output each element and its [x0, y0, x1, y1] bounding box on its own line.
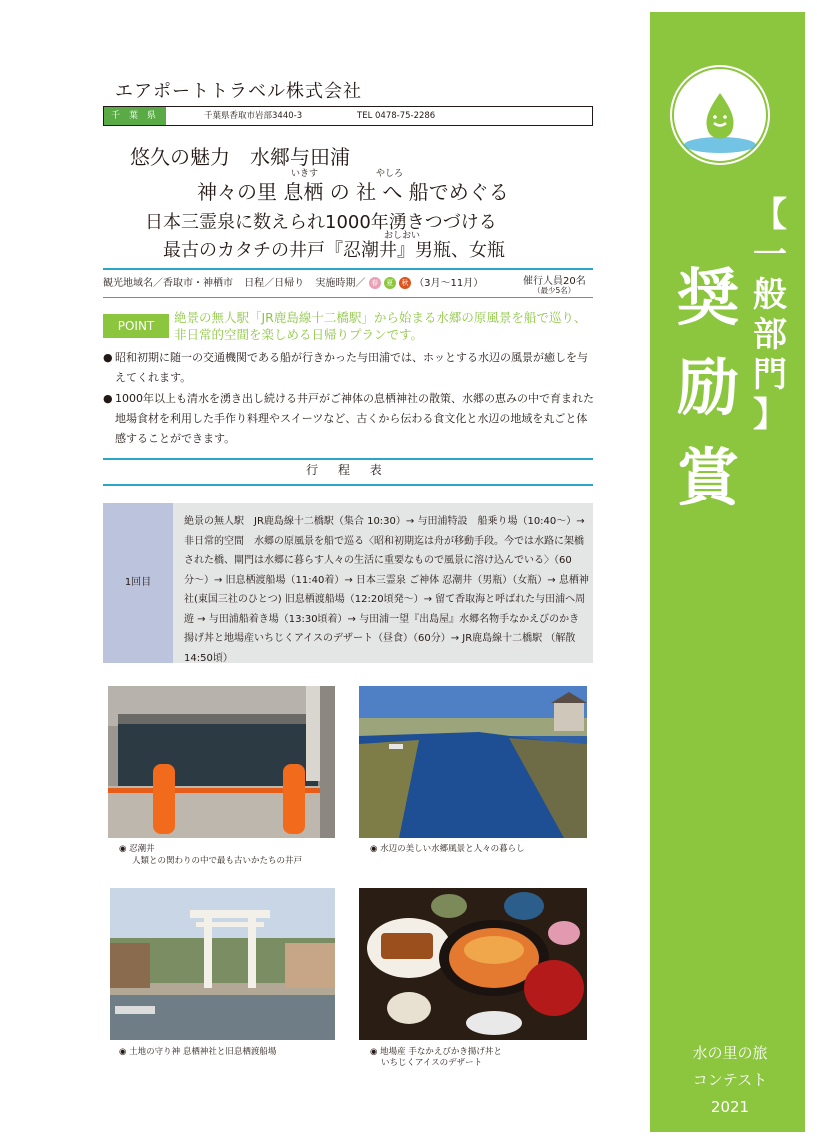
bullet-2 — [103, 389, 595, 449]
schedule: 日程／日帰り — [244, 278, 305, 289]
dept-char-2: 般 — [753, 275, 787, 315]
bracket-close: 】 — [753, 395, 787, 435]
dept-char-4: 門 — [753, 355, 787, 395]
title-line-4: 最古のカタチの井戸『忍潮井』男瓶、女瓶 — [163, 240, 505, 261]
season-spring: 春 — [369, 277, 381, 289]
ruby-oshioi: おしおい — [384, 231, 421, 241]
itinerary-text: 絶景の無人駅 JR鹿島線十二橋駅（集合 10:30）→ 与田浦特設 船乗り場（10:40〜）→ 非日常的空間 水郷の原風景を船で巡る〈昭和初期迄は舟が移動手段。今では水路に架橋された橋、閘門は水郷に暮らす人々の生活に重要なもので風景に溶け込んでいる〉（60分〜）→ 旧息栖渡船場（11:40着）→ 日本三霊泉 ご神体 忍潮井（男瓶）（女瓶）→ 息栖神社(東国三社のひとつ) 旧息栖渡船場（12:20頃発〜）→ 留て香取海と呼ばれた与田浦へ周遊 → 与田浦船着き場（13:30頃着）→ 与田浦一望『出島屋』水郷名物手なかえびのかき揚げ丼と地場産いちじくアイスのデザート（昼食）（60分）→ JR鹿島線十二橋駅 （解散 14:50頃） — [184, 516, 589, 664]
period-label: 実施時期／ — [315, 278, 366, 289]
point-label: POINT — [103, 314, 169, 338]
sidebar-band — [650, 12, 805, 1132]
water-village-project-logo — [670, 65, 770, 165]
title-line-2: 神々の里 息栖 の 社 へ 船でめぐる — [197, 180, 509, 204]
contest-line-1: 水の里の旅 — [692, 1044, 768, 1062]
company-name: エアポートトラベル株式会社 — [115, 81, 362, 102]
title-line-3: 日本三霊泉に数えられ1000年湧きつづける — [145, 212, 497, 233]
itinerary-rule-bottom — [103, 484, 593, 486]
caption-photo-1-sub: 人類との関わりの中で最も古いかたちの井戸 — [132, 856, 303, 866]
dept-char-1: 一 — [753, 235, 787, 275]
award-title — [658, 253, 758, 523]
bullet-2-text: 1000年以上も清水を湧き出し続ける井戸がご神体の息栖神社の散策、水郷の恵みの中で育まれた地場食材を利用した手作り料理やスイーツなど、古くから伝わる食文化と水辺の地域を丸ごと体感することができます。 — [115, 392, 594, 445]
photo-lunch-set — [359, 888, 587, 1040]
dept-char-3: 部 — [753, 315, 787, 355]
award-char-3: 賞 — [676, 441, 739, 514]
contest-line-2: コンテスト — [692, 1071, 768, 1089]
itinerary-day: 1回目 — [103, 503, 173, 663]
photo-oshioi-well — [108, 686, 335, 838]
title-line-1: 悠久の魅力 水郷与田浦 — [130, 145, 350, 169]
season-autumn: 秋 — [399, 277, 411, 289]
divider-meta — [103, 297, 593, 298]
divider-top — [103, 268, 593, 270]
caption-photo-3: ◉ 土地の守り神 息栖神社と旧息栖渡船場 — [119, 1047, 277, 1057]
telephone: TEL 0478-75-2286 — [357, 111, 436, 121]
point-text: 絶景の無人駅「JR鹿島線十二橋駅」から始まる水郷の原風景を船で巡り、非日常的空間を楽しめる日帰りプランです。 — [174, 310, 587, 342]
area: 観光地域名／香取市・神栖市 — [103, 278, 233, 289]
itinerary-heading: 行 程 表 — [306, 463, 390, 477]
award-char-2: 励 — [676, 351, 739, 424]
bullet-1 — [103, 348, 595, 388]
bullet-1-text: 昭和初期に随一の交通機関である船が行きかった与田浦では、ホッとする水辺の風景が癒しを与えてくれます。 — [115, 351, 588, 384]
info-bar — [103, 106, 593, 126]
water-drop-icon — [670, 65, 770, 165]
ruby-yashiro: やしろ — [376, 169, 404, 179]
min-people-note: （最少5名） — [533, 286, 576, 295]
period-range: （3月〜11月） — [414, 278, 484, 289]
contest-year: 2021 — [710, 1098, 750, 1116]
itinerary-box — [173, 503, 593, 663]
bracket-open: 【 — [753, 195, 787, 235]
photo-ikisu-shrine — [110, 888, 335, 1040]
address: 千葉県香取市岩部3440-3 — [204, 111, 303, 121]
caption-photo-2: ◉ 水辺の美しい水郷風景と人々の暮らし — [370, 844, 525, 854]
photo-canal — [359, 686, 587, 838]
award-char-1: 奨 — [676, 261, 739, 334]
prefecture-badge: 千 葉 県 — [104, 107, 166, 125]
caption-photo-1: ◉ 忍潮井 — [119, 844, 155, 854]
season-summer: 夏 — [384, 277, 396, 289]
bullet-dot: ● — [103, 392, 113, 405]
min-people: 催行人員20名 — [523, 276, 586, 287]
ruby-ikisu: いきす — [291, 169, 319, 179]
contest-name — [660, 1040, 800, 1121]
caption-photo-4-sub: いちじくアイスのデザート — [381, 1058, 483, 1068]
tour-meta — [103, 274, 591, 289]
bullet-dot: ● — [103, 351, 113, 364]
caption-photo-4: ◉ 地場産 手なかえびかき揚げ丼と — [370, 1047, 502, 1057]
